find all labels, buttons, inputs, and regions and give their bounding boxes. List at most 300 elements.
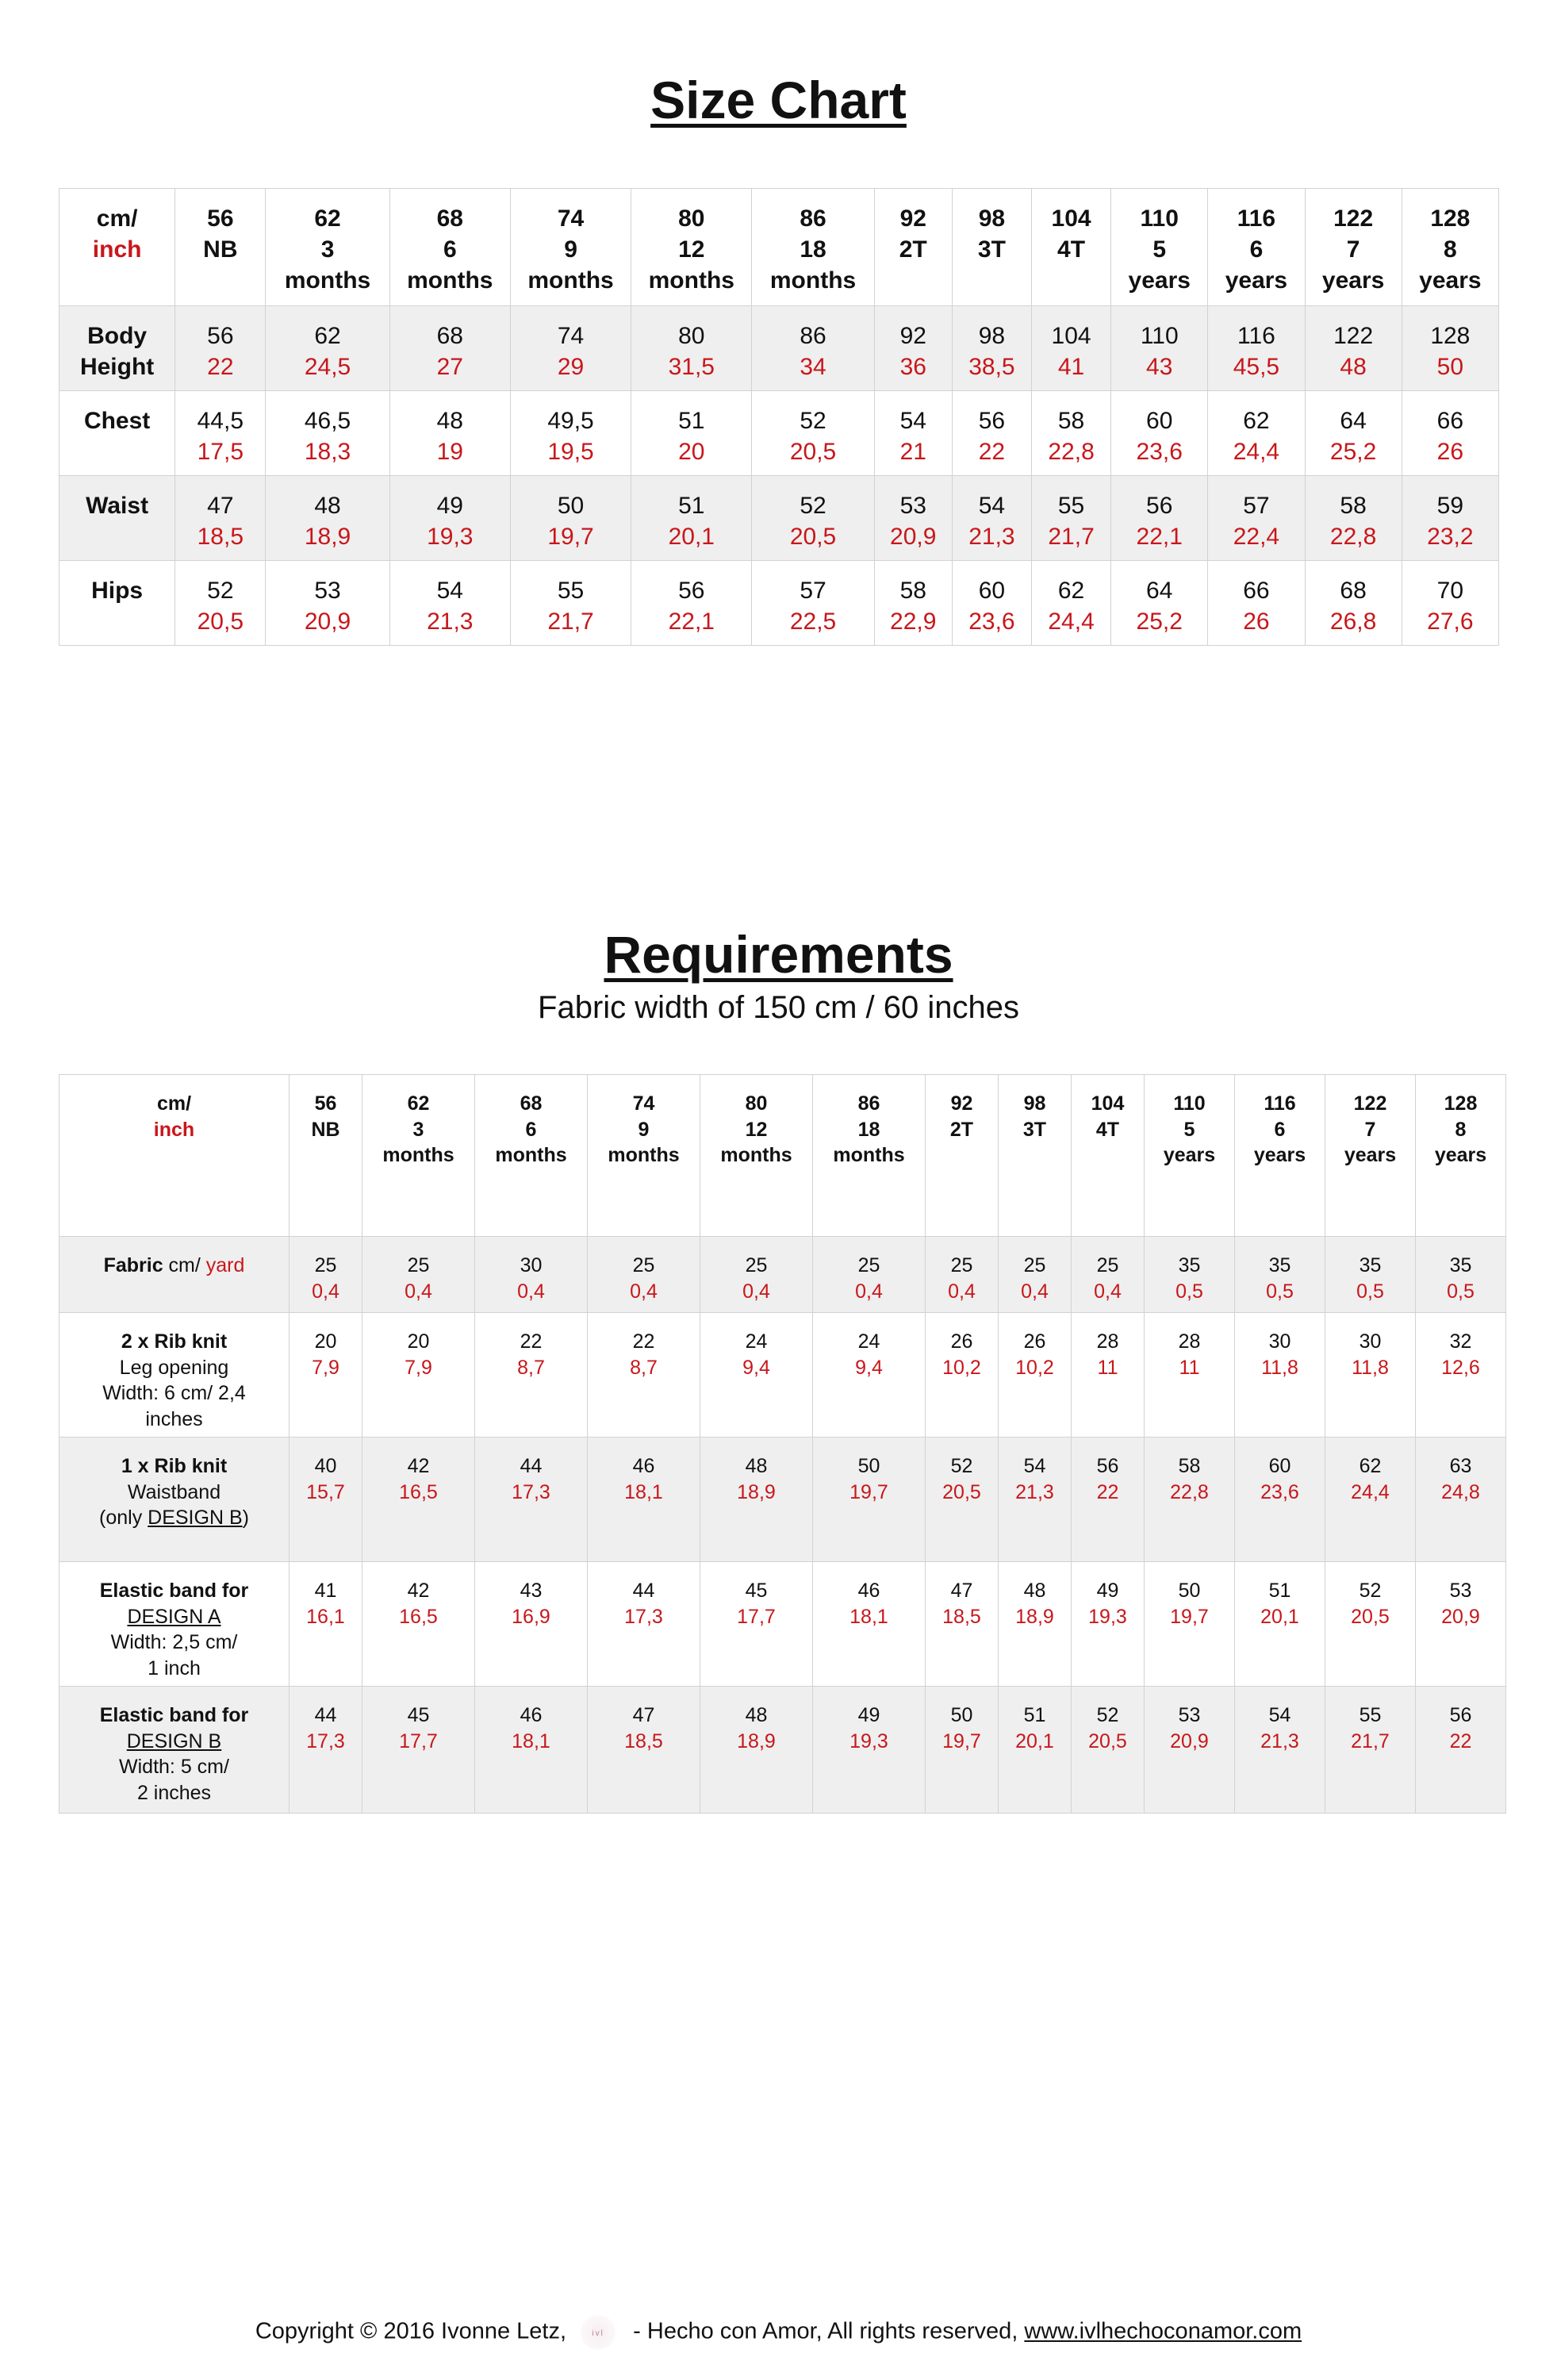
value-cell xyxy=(1208,561,1305,646)
inch-value: 21,7 xyxy=(547,608,594,635)
size-header-cell xyxy=(926,1075,999,1237)
inch-value: 0,5 xyxy=(1266,1280,1294,1303)
size-age-unit: months xyxy=(833,1144,905,1166)
inch-value: 7,9 xyxy=(312,1356,339,1379)
cm-value: 50 xyxy=(857,1455,880,1477)
value-cell xyxy=(1145,1687,1235,1814)
inch-value: 22,8 xyxy=(1170,1480,1209,1503)
inch-value: 12,6 xyxy=(1441,1356,1480,1379)
size-age-unit: months xyxy=(495,1144,567,1166)
cm-value: 63 xyxy=(1449,1455,1472,1477)
value-cell xyxy=(874,391,952,476)
inch-value: 0,5 xyxy=(1175,1280,1203,1303)
cm-value: 45 xyxy=(407,1704,430,1726)
size-number: 56 xyxy=(314,1092,337,1115)
value-cell xyxy=(631,391,752,476)
value-cell xyxy=(1402,561,1498,646)
requirement-row xyxy=(59,1313,1506,1438)
value-cell xyxy=(290,1438,362,1562)
cm-value: 58 xyxy=(1057,408,1085,434)
size-row xyxy=(59,561,1499,646)
size-header-cell xyxy=(266,189,389,306)
value-cell xyxy=(874,561,952,646)
inch-value: 18,5 xyxy=(942,1605,981,1628)
cm-value: 24 xyxy=(745,1330,768,1353)
inch-value: 0,5 xyxy=(1356,1280,1384,1303)
cm-value: 50 xyxy=(557,493,585,519)
size-label: 8 xyxy=(1444,236,1457,263)
value-cell xyxy=(926,1562,999,1687)
value-cell xyxy=(1072,1237,1145,1313)
value-cell xyxy=(631,476,752,561)
inch-value: 18,5 xyxy=(624,1729,663,1752)
inch-value: 0,4 xyxy=(405,1280,432,1303)
size-header-cell xyxy=(1235,1075,1325,1237)
inch-value: 18,9 xyxy=(1015,1605,1054,1628)
size-label: 5 xyxy=(1183,1118,1195,1141)
inch-value: 0,5 xyxy=(1447,1280,1475,1303)
unit-corner-cell xyxy=(59,189,175,306)
value-cell xyxy=(389,391,510,476)
size-number: 92 xyxy=(950,1092,973,1115)
value-cell xyxy=(1235,1438,1325,1562)
cm-value: 52 xyxy=(1359,1580,1382,1602)
cm-value: 43 xyxy=(520,1580,543,1602)
inch-value: 11 xyxy=(1179,1356,1200,1379)
cm-value: 26 xyxy=(950,1330,973,1353)
size-age-unit: months xyxy=(720,1144,792,1166)
inch-value: 34 xyxy=(800,354,826,380)
value-cell xyxy=(1235,1237,1325,1313)
requirement-note xyxy=(59,1505,289,1531)
size-label: 5 xyxy=(1152,236,1167,263)
inch-value: 19,7 xyxy=(1170,1605,1209,1628)
cm-value: 49 xyxy=(857,1704,880,1726)
cm-value: 49,5 xyxy=(547,408,594,434)
requirement-width: Width: 2,5 cm/ xyxy=(110,1631,238,1653)
value-cell xyxy=(926,1438,999,1562)
value-cell xyxy=(175,476,266,561)
value-cell xyxy=(700,1562,813,1687)
cm-value: 52 xyxy=(207,578,234,604)
cm-value: 25 xyxy=(1096,1254,1119,1276)
cm-value: 52 xyxy=(800,493,826,519)
cm-value: 48 xyxy=(436,408,463,434)
cm-value: 49 xyxy=(436,493,463,519)
inch-value: 0,4 xyxy=(312,1280,339,1303)
inch-value: 20,1 xyxy=(668,524,715,550)
requirement-detail: Waistband xyxy=(127,1480,221,1503)
cm-value: 56 xyxy=(978,408,1006,434)
size-number: 62 xyxy=(407,1092,430,1115)
value-cell xyxy=(1111,306,1208,391)
value-cell xyxy=(952,306,1031,391)
size-header-cell xyxy=(1208,189,1305,306)
size-header-cell xyxy=(1416,1075,1506,1237)
cm-value: 52 xyxy=(1096,1704,1119,1726)
requirement-width: 2 inches xyxy=(136,1781,212,1804)
inch-value: 15,7 xyxy=(306,1480,345,1503)
requirement-width: 1 inch xyxy=(148,1656,201,1679)
row-label: Chest xyxy=(83,408,151,434)
size-age-unit: years xyxy=(1163,1144,1216,1166)
value-cell xyxy=(510,561,631,646)
size-number: 98 xyxy=(1023,1092,1046,1115)
value-cell xyxy=(175,306,266,391)
inch-value: 22,8 xyxy=(1329,524,1377,550)
inch-value: 19 xyxy=(436,439,463,465)
value-cell xyxy=(874,306,952,391)
value-cell xyxy=(999,1438,1072,1562)
inch-value: 18,5 xyxy=(197,524,244,550)
size-number: 110 xyxy=(1140,205,1179,232)
size-header-cell xyxy=(175,189,266,306)
size-header-cell xyxy=(874,189,952,306)
value-cell xyxy=(952,476,1031,561)
cm-value: 35 xyxy=(1359,1254,1382,1276)
cm-value: 47 xyxy=(950,1580,973,1602)
requirement-name: 1 x Rib knit xyxy=(121,1455,228,1477)
size-header-cell xyxy=(813,1075,926,1237)
size-label: 8 xyxy=(1455,1118,1467,1141)
cm-value: 24 xyxy=(857,1330,880,1353)
row-label: Waist xyxy=(86,493,149,519)
cm-value: 56 xyxy=(1146,493,1173,519)
value-cell xyxy=(1145,1313,1235,1438)
size-number: 86 xyxy=(800,205,826,232)
value-cell xyxy=(813,1438,926,1562)
value-cell xyxy=(1402,476,1498,561)
cm-value: 42 xyxy=(407,1455,430,1477)
inch-value: 19,3 xyxy=(849,1729,888,1752)
size-age-unit: years xyxy=(1434,1144,1487,1166)
requirement-label-cell xyxy=(59,1237,290,1313)
inch-value: 36 xyxy=(899,354,926,380)
size-label: NB xyxy=(203,236,238,263)
inch-value: 10,2 xyxy=(942,1356,981,1379)
cm-value: 48 xyxy=(745,1704,768,1726)
size-number: 128 xyxy=(1444,1092,1478,1115)
cm-value: 68 xyxy=(1340,578,1367,604)
inch-value: 10,2 xyxy=(1015,1356,1054,1379)
inch-value: 22,8 xyxy=(1048,439,1095,465)
inch-value: 18,1 xyxy=(512,1729,550,1752)
value-cell xyxy=(813,1562,926,1687)
cm-value: 47 xyxy=(207,493,234,519)
size-number: 74 xyxy=(557,205,585,232)
size-number: 104 xyxy=(1091,1092,1125,1115)
value-cell xyxy=(510,306,631,391)
requirement-name: Elastic band for xyxy=(99,1704,249,1726)
size-header-cell xyxy=(475,1075,588,1237)
value-cell xyxy=(1305,306,1402,391)
unit-cm-label: cm/ xyxy=(96,205,138,232)
size-number: 116 xyxy=(1264,1092,1296,1115)
size-header-cell xyxy=(1325,1075,1416,1237)
cm-value: 58 xyxy=(1340,493,1367,519)
inch-value: 11 xyxy=(1097,1356,1118,1379)
size-age-unit: years xyxy=(1225,267,1288,294)
size-number: 86 xyxy=(857,1092,880,1115)
size-label: 3 xyxy=(412,1118,424,1141)
cm-value: 22 xyxy=(632,1330,655,1353)
size-label: 2T xyxy=(949,1118,974,1141)
cm-value: 35 xyxy=(1268,1254,1291,1276)
size-age-unit: years xyxy=(1419,267,1482,294)
size-header-cell xyxy=(290,1075,362,1237)
cm-value: 62 xyxy=(1359,1455,1382,1477)
size-label: 7 xyxy=(1346,236,1360,263)
cm-value: 25 xyxy=(314,1254,337,1276)
value-cell xyxy=(1031,306,1110,391)
inch-value: 24,4 xyxy=(1233,439,1280,465)
size-number: 74 xyxy=(632,1092,655,1115)
value-cell xyxy=(752,391,874,476)
inch-value: 22,1 xyxy=(1136,524,1183,550)
size-row xyxy=(59,476,1499,561)
cm-value: 46 xyxy=(857,1580,880,1602)
value-cell xyxy=(1416,1687,1506,1814)
cm-value: 28 xyxy=(1178,1330,1201,1353)
inch-value: 19,7 xyxy=(942,1729,981,1752)
inch-value: 20,5 xyxy=(1351,1605,1390,1628)
requirement-name: 2 x Rib knit xyxy=(121,1330,228,1353)
inch-value: 17,3 xyxy=(624,1605,663,1628)
value-cell xyxy=(1031,476,1110,561)
size-label: 6 xyxy=(1274,1118,1286,1141)
inch-value: 20,5 xyxy=(789,439,837,465)
inch-value: 48 xyxy=(1340,354,1367,380)
inch-value: 29 xyxy=(557,354,585,380)
cm-value: 26 xyxy=(1023,1330,1046,1353)
value-cell xyxy=(1072,1687,1145,1814)
value-cell xyxy=(752,561,874,646)
cm-value: 44,5 xyxy=(197,408,244,434)
size-label: 12 xyxy=(745,1118,768,1141)
size-label: 12 xyxy=(678,236,705,263)
row-label-cell xyxy=(59,476,175,561)
cm-value: 46,5 xyxy=(304,408,351,434)
cm-value: 35 xyxy=(1449,1254,1472,1276)
cm-value: 52 xyxy=(800,408,826,434)
value-cell xyxy=(999,1237,1072,1313)
inch-value: 7,9 xyxy=(405,1356,432,1379)
inch-value: 17,7 xyxy=(399,1729,438,1752)
cm-value: 44 xyxy=(314,1704,337,1726)
size-number: 122 xyxy=(1353,1092,1387,1115)
inch-value: 0,4 xyxy=(855,1280,883,1303)
cm-value: 55 xyxy=(1359,1704,1382,1726)
inch-value: 0,4 xyxy=(517,1280,545,1303)
value-cell xyxy=(1072,1438,1145,1562)
value-cell xyxy=(631,306,752,391)
cm-value: 25 xyxy=(857,1254,880,1276)
size-label: 6 xyxy=(443,236,457,263)
value-cell xyxy=(1111,561,1208,646)
inch-value: 0,4 xyxy=(1094,1280,1122,1303)
value-cell xyxy=(1208,476,1305,561)
inch-value: 22 xyxy=(1449,1729,1472,1752)
value-cell xyxy=(1325,1687,1416,1814)
size-age-unit: months xyxy=(382,1144,454,1166)
size-number: 80 xyxy=(678,205,705,232)
value-cell xyxy=(588,1237,700,1313)
size-header-cell xyxy=(362,1075,475,1237)
value-cell xyxy=(1235,1313,1325,1438)
cm-value: 74 xyxy=(557,323,585,349)
value-cell xyxy=(952,561,1031,646)
cm-value: 128 xyxy=(1430,323,1471,349)
value-cell xyxy=(475,1687,588,1814)
inch-value: 11,8 xyxy=(1352,1356,1389,1379)
size-label: NB xyxy=(311,1118,340,1141)
inch-value: 9,4 xyxy=(855,1356,883,1379)
ivl-logo-icon xyxy=(581,2315,616,2350)
inch-value: 20,5 xyxy=(197,608,244,635)
size-label: 18 xyxy=(857,1118,880,1141)
cm-value: 62 xyxy=(1057,578,1085,604)
size-number: 56 xyxy=(207,205,234,232)
inch-value: 18,9 xyxy=(737,1729,776,1752)
requirement-name: Elastic band for xyxy=(99,1580,249,1602)
value-cell xyxy=(475,1438,588,1562)
value-cell xyxy=(999,1562,1072,1687)
inch-value: 17,3 xyxy=(512,1480,550,1503)
design-b-reference: DESIGN B xyxy=(148,1507,243,1529)
size-header-cell xyxy=(1072,1075,1145,1237)
cm-value: 56 xyxy=(1449,1704,1472,1726)
cm-value: 25 xyxy=(950,1254,973,1276)
inch-value: 23,6 xyxy=(1136,439,1183,465)
value-cell xyxy=(1305,391,1402,476)
size-header-cell xyxy=(1305,189,1402,306)
cm-value: 48 xyxy=(1023,1580,1046,1602)
value-cell xyxy=(290,1687,362,1814)
inch-value: 20,1 xyxy=(1260,1605,1299,1628)
cm-value: 60 xyxy=(1268,1455,1291,1477)
cm-value: 59 xyxy=(1436,493,1464,519)
size-label: 18 xyxy=(800,236,826,263)
requirements-subtitle: Fabric width of 150 cm / 60 inches xyxy=(538,990,1019,1025)
size-header-cell xyxy=(631,189,752,306)
value-cell xyxy=(926,1237,999,1313)
value-cell xyxy=(700,1313,813,1438)
size-number: 68 xyxy=(436,205,463,232)
size-header-cell xyxy=(952,189,1031,306)
inch-value: 23,2 xyxy=(1427,524,1474,550)
inch-value: 18,3 xyxy=(304,439,351,465)
value-cell xyxy=(290,1562,362,1687)
size-header-cell xyxy=(588,1075,700,1237)
value-cell xyxy=(1325,1562,1416,1687)
inch-value: 27,6 xyxy=(1427,608,1474,635)
row-label-cell xyxy=(59,306,175,391)
size-label: 4T xyxy=(1057,236,1086,263)
value-cell xyxy=(1416,1237,1506,1313)
value-cell xyxy=(874,476,952,561)
cm-value: 25 xyxy=(1023,1254,1046,1276)
fabric-unit-yard: yard xyxy=(200,1254,245,1276)
value-cell xyxy=(362,1438,475,1562)
cm-value: 57 xyxy=(1243,493,1270,519)
size-label: 3 xyxy=(320,236,335,263)
cm-value: 60 xyxy=(978,578,1006,604)
cm-value: 64 xyxy=(1146,578,1173,604)
requirements-header-row xyxy=(59,1075,1506,1237)
unit-corner-cell xyxy=(59,1075,290,1237)
value-cell xyxy=(290,1237,362,1313)
unit-inch-label: inch xyxy=(92,236,142,263)
value-cell xyxy=(389,561,510,646)
cm-value: 42 xyxy=(407,1580,430,1602)
size-header-cell xyxy=(1111,189,1208,306)
requirement-row xyxy=(59,1687,1506,1814)
size-label: 2T xyxy=(899,236,927,263)
cm-value: 66 xyxy=(1243,578,1270,604)
requirement-label-cell xyxy=(59,1438,290,1562)
size-header-cell xyxy=(389,189,510,306)
size-chart-table xyxy=(59,188,1499,646)
inch-value: 38,5 xyxy=(968,354,1015,380)
size-header-cell xyxy=(1031,189,1110,306)
inch-value: 23,6 xyxy=(968,608,1015,635)
size-label: 3T xyxy=(1022,1118,1047,1141)
inch-value: 0,4 xyxy=(742,1280,770,1303)
value-cell xyxy=(362,1313,475,1438)
value-cell xyxy=(1111,476,1208,561)
size-number: 104 xyxy=(1051,205,1091,232)
value-cell xyxy=(631,561,752,646)
inch-value: 19,7 xyxy=(849,1480,888,1503)
cm-value: 57 xyxy=(800,578,826,604)
inch-value: 21,7 xyxy=(1351,1729,1390,1752)
cm-value: 28 xyxy=(1096,1330,1119,1353)
inch-value: 21,7 xyxy=(1048,524,1095,550)
cm-value: 48 xyxy=(314,493,341,519)
inch-value: 8,7 xyxy=(630,1356,658,1379)
value-cell xyxy=(999,1313,1072,1438)
inch-value: 17,5 xyxy=(197,439,244,465)
cm-value: 53 xyxy=(314,578,341,604)
value-cell xyxy=(1416,1438,1506,1562)
inch-value: 26,8 xyxy=(1329,608,1377,635)
website-link[interactable]: www.ivlhechoconamor.com xyxy=(1024,2318,1302,2344)
value-cell xyxy=(175,561,266,646)
requirement-width: Width: 5 cm/ xyxy=(119,1756,229,1778)
value-cell xyxy=(290,1313,362,1438)
cm-value: 47 xyxy=(632,1704,655,1726)
requirements-table xyxy=(59,1074,1506,1814)
cm-value: 98 xyxy=(978,323,1006,349)
inch-value: 17,7 xyxy=(737,1605,776,1628)
cm-value: 56 xyxy=(1096,1455,1119,1477)
inch-value: 21,3 xyxy=(1260,1729,1299,1752)
row-label: Body xyxy=(87,323,148,349)
cm-value: 48 xyxy=(745,1455,768,1477)
cm-value: 32 xyxy=(1449,1330,1472,1353)
fabric-unit-cm: cm/ xyxy=(163,1254,201,1276)
value-cell xyxy=(389,476,510,561)
cm-value: 30 xyxy=(520,1254,543,1276)
size-age-unit: months xyxy=(527,267,614,294)
value-cell xyxy=(1235,1687,1325,1814)
value-cell xyxy=(362,1562,475,1687)
inch-value: 8,7 xyxy=(517,1356,545,1379)
value-cell xyxy=(813,1237,926,1313)
value-cell xyxy=(1325,1313,1416,1438)
cm-value: 54 xyxy=(899,408,926,434)
value-cell xyxy=(700,1237,813,1313)
